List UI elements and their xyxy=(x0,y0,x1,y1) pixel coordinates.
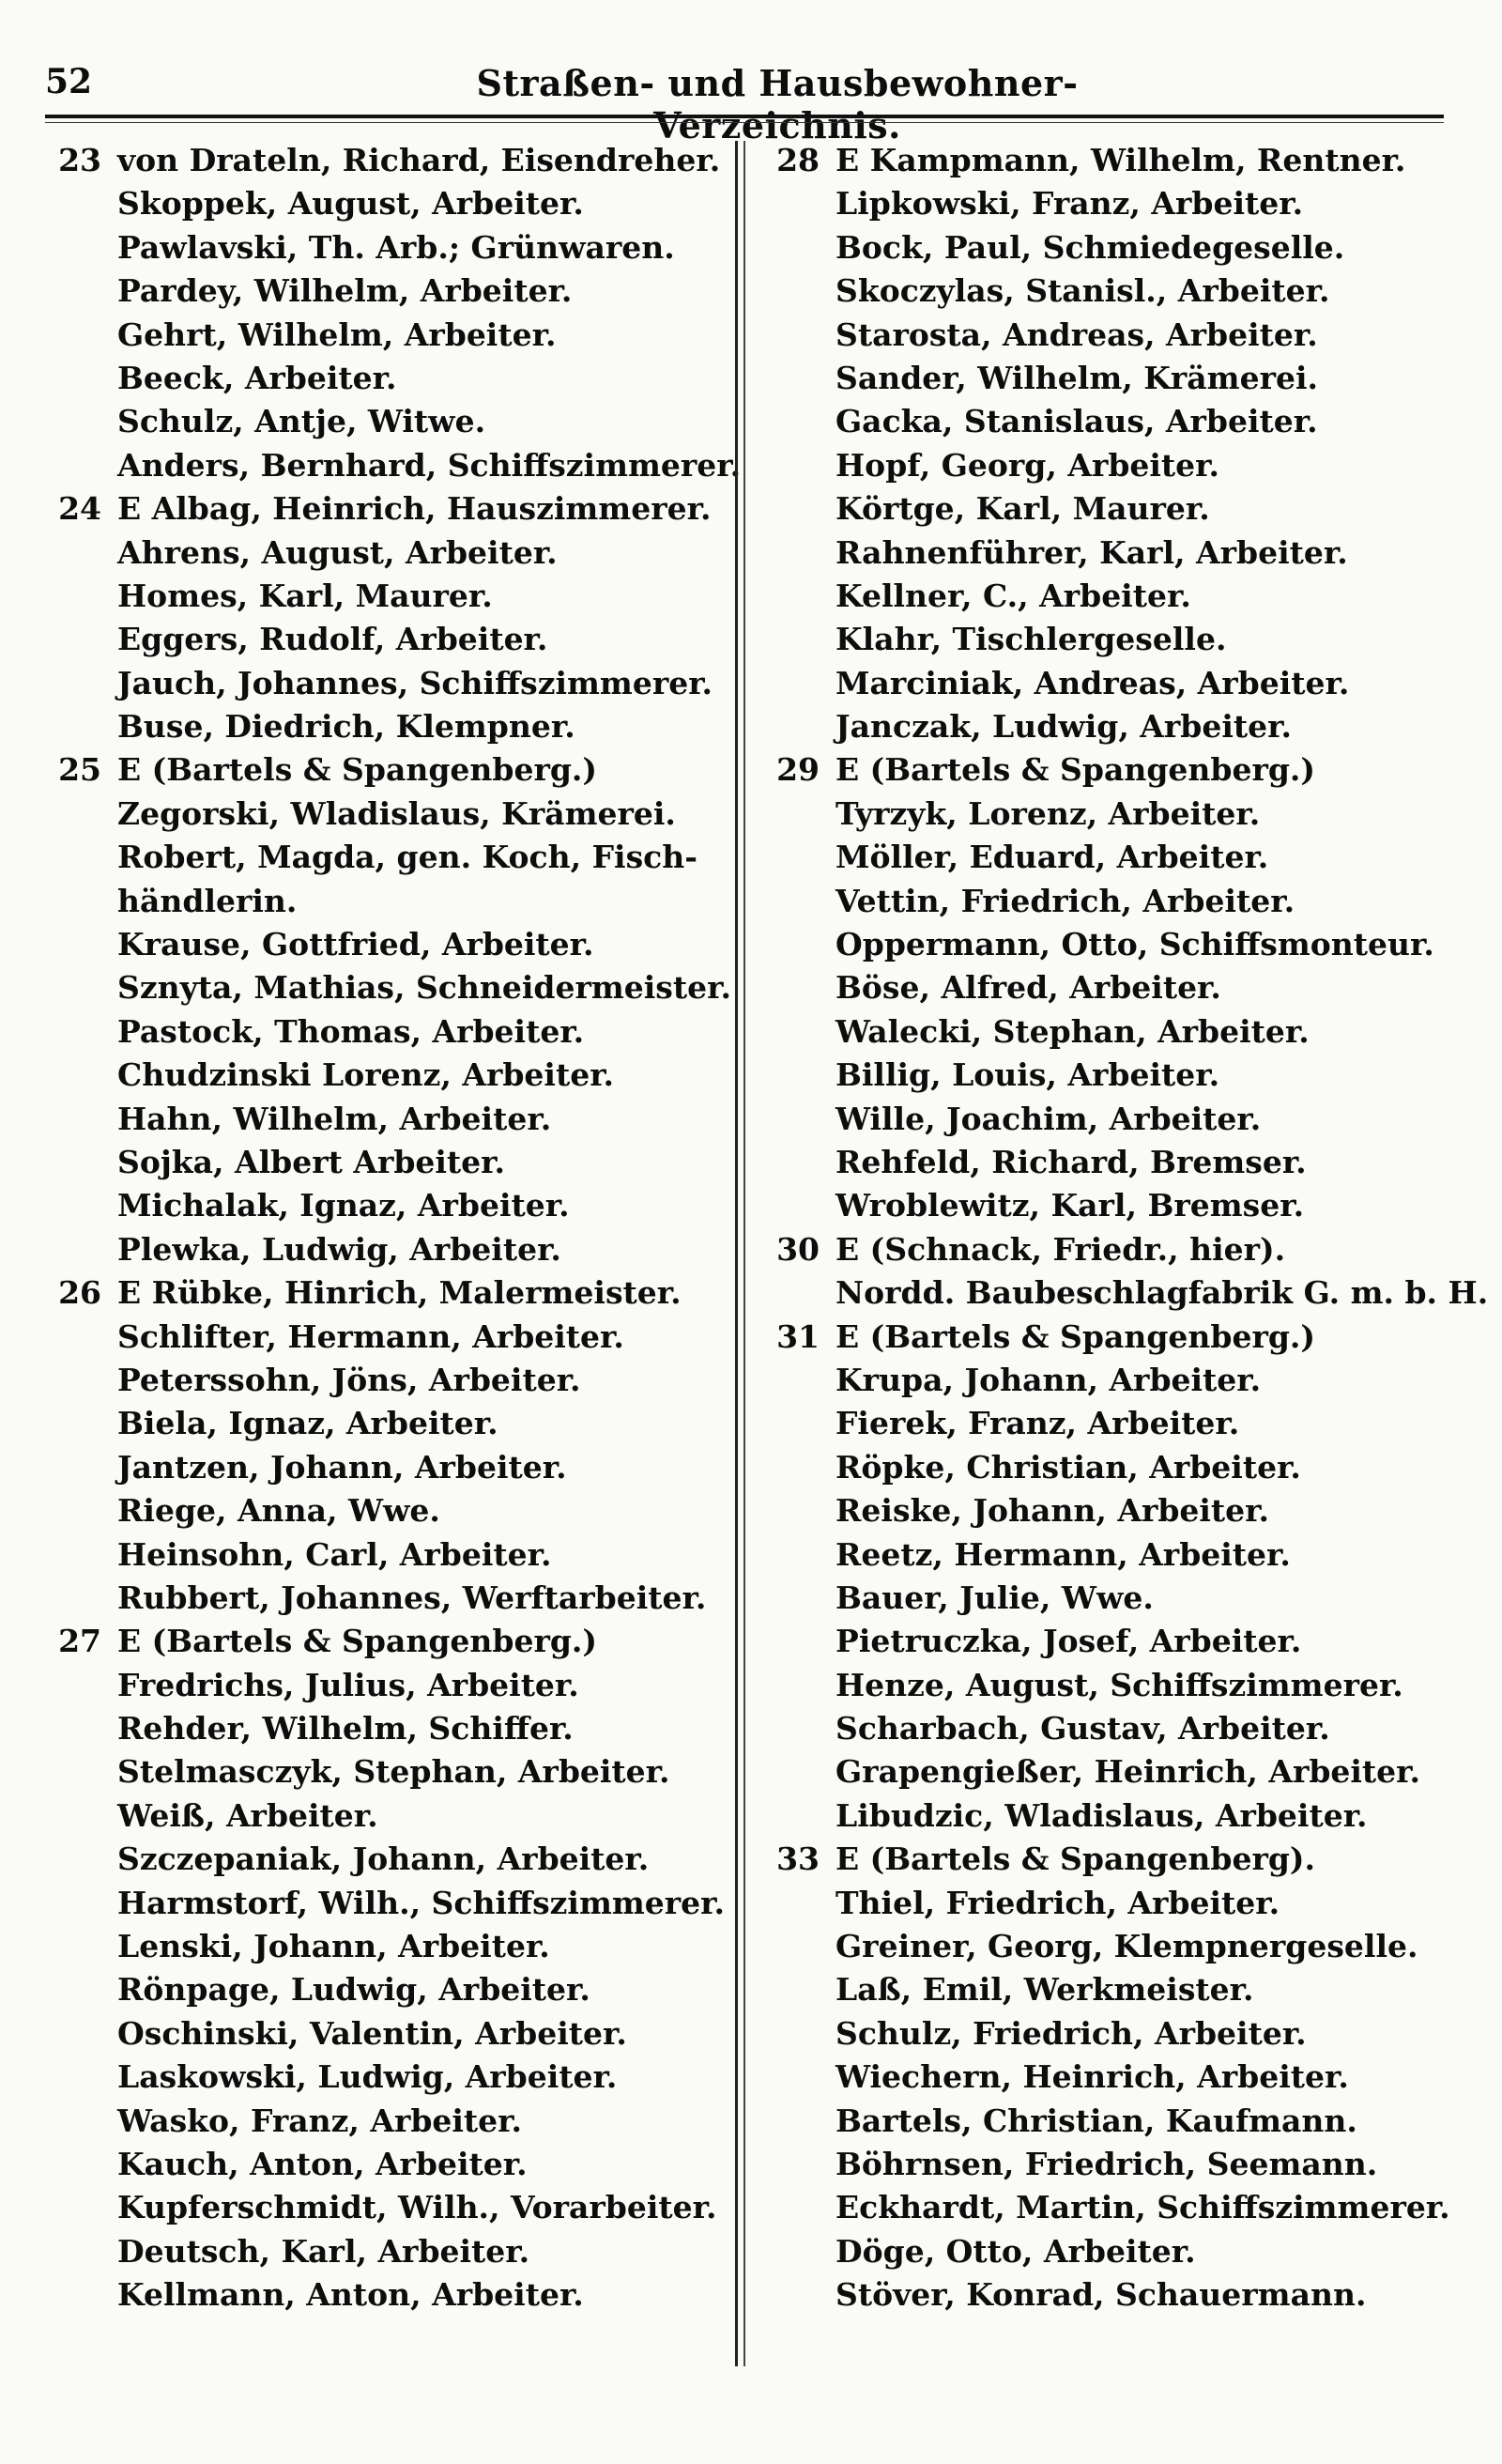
house-number: 29 xyxy=(776,751,820,789)
directory-entry xyxy=(765,1184,1460,1227)
directory-entry xyxy=(47,357,723,400)
directory-entry xyxy=(765,1489,1460,1532)
right-column xyxy=(765,139,1489,2318)
resident-text: Harmstorf, Wilh., Schiffszimmerer. xyxy=(117,1884,725,1921)
directory-entry xyxy=(765,226,1460,270)
resident-text: Wille, Joachim, Arbeiter. xyxy=(835,1100,1262,1137)
resident-text: Rubbert, Johannes, Werftarbeiter. xyxy=(117,1578,707,1616)
resident-text: Pietruczka, Josef, Arbeiter. xyxy=(835,1623,1302,1660)
resident-text: Robert, Magda, gen. Koch, Fisch- xyxy=(117,839,697,876)
resident-text: Vettin, Friedrich, Arbeiter. xyxy=(835,882,1295,919)
resident-text: Lipkowski, Franz, Arbeiter. xyxy=(835,185,1304,223)
house-number: 24 xyxy=(58,490,101,528)
directory-entry xyxy=(765,1577,1460,1620)
resident-text: Sander, Wilhelm, Krämerei. xyxy=(835,359,1318,396)
directory-entry xyxy=(47,182,723,225)
directory-entry xyxy=(47,880,723,923)
directory-entry xyxy=(765,1838,1460,1881)
resident-text: Thiel, Friedrich, Arbeiter. xyxy=(835,1884,1280,1921)
resident-text: Biela, Ignaz, Arbeiter. xyxy=(117,1405,498,1442)
resident-text: Krupa, Johann, Arbeiter. xyxy=(835,1361,1262,1398)
directory-entry xyxy=(47,1184,723,1227)
resident-text: Tyrzyk, Lorenz, Arbeiter. xyxy=(835,794,1261,832)
directory-entry xyxy=(47,1489,723,1532)
left-column xyxy=(47,139,742,2318)
directory-entry xyxy=(765,748,1460,792)
house-number: 31 xyxy=(776,1317,820,1355)
resident-text: Hahn, Wilhelm, Arbeiter. xyxy=(117,1100,552,1137)
directory-entry xyxy=(47,1794,723,1838)
resident-text: Wroblewitz, Karl, Bremser. xyxy=(835,1187,1305,1224)
directory-entry xyxy=(765,357,1460,400)
page-number: 52 xyxy=(45,62,93,101)
directory-entry xyxy=(47,793,723,836)
directory-entry xyxy=(765,966,1460,1009)
resident-text: Schulz, Friedrich, Arbeiter. xyxy=(835,2014,1307,2052)
resident-text: Ahrens, August, Arbeiter. xyxy=(117,533,558,571)
resident-text: Chudzinski Lorenz, Arbeiter. xyxy=(117,1056,615,1094)
directory-entry xyxy=(765,1620,1460,1663)
column-divider xyxy=(735,141,738,2366)
resident-text: Klahr, Tischlergeselle. xyxy=(835,621,1227,658)
resident-text: Rehfeld, Richard, Bremser. xyxy=(835,1143,1307,1180)
resident-text: Böse, Alfred, Arbeiter. xyxy=(835,969,1221,1007)
house-number: 27 xyxy=(58,1623,101,1660)
resident-text: E (Bartels & Spangenberg.) xyxy=(117,751,598,789)
resident-text: E Albag, Heinrich, Hauszimmerer. xyxy=(117,490,712,528)
directory-entry xyxy=(765,444,1460,487)
resident-text: Oschinski, Valentin, Arbeiter. xyxy=(117,2014,627,2052)
directory-entry xyxy=(47,1925,723,1968)
header-rule xyxy=(45,115,1444,118)
directory-entry xyxy=(47,139,723,182)
resident-text: Möller, Eduard, Arbeiter. xyxy=(835,839,1269,876)
directory-entry xyxy=(47,226,723,270)
directory-entry xyxy=(47,444,742,487)
directory-entry xyxy=(765,1968,1460,2011)
resident-text: E (Bartels & Spangenberg.) xyxy=(835,1317,1316,1355)
directory-entry xyxy=(47,2056,723,2099)
resident-text: Marciniak, Andreas, Arbeiter. xyxy=(835,664,1350,701)
directory-entry xyxy=(47,2273,723,2317)
resident-text: E Kampmann, Wilhelm, Rentner. xyxy=(835,142,1406,178)
resident-text: Schlifter, Hermann, Arbeiter. xyxy=(117,1317,624,1355)
resident-text: Skoppek, August, Arbeiter. xyxy=(117,185,584,223)
directory-entry xyxy=(765,2186,1460,2229)
directory-entry xyxy=(47,2230,723,2273)
resident-text: Sznyta, Mathias, Schneidermeister. xyxy=(117,969,731,1007)
directory-entry xyxy=(47,1271,723,1315)
directory-entry xyxy=(47,1838,723,1881)
directory-entry xyxy=(765,575,1460,618)
directory-entry xyxy=(765,1054,1460,1097)
resident-text: Böhrnsen, Friedrich, Seemann. xyxy=(835,2145,1378,2182)
resident-text: Lenski, Johann, Arbeiter. xyxy=(117,1928,550,1965)
directory-entry xyxy=(47,1968,723,2011)
directory-entry xyxy=(47,2143,723,2186)
resident-text: Reiske, Johann, Arbeiter. xyxy=(835,1492,1270,1530)
resident-text: Wasko, Franz, Arbeiter. xyxy=(117,2102,523,2139)
column-divider-thin xyxy=(743,141,745,2366)
directory-entry xyxy=(47,1054,723,1097)
directory-entry xyxy=(765,836,1460,879)
resident-text: Jantzen, Johann, Arbeiter. xyxy=(117,1448,567,1486)
resident-text: Bauer, Julie, Wwe. xyxy=(835,1578,1154,1616)
resident-text: Krause, Gottfried, Arbeiter. xyxy=(117,926,594,963)
directory-entry xyxy=(47,1533,723,1577)
resident-text: Bock, Paul, Schmiedegeselle. xyxy=(835,228,1345,266)
resident-text: Pardey, Wilhelm, Arbeiter. xyxy=(117,272,573,310)
directory-entry xyxy=(47,1750,723,1794)
directory-entry xyxy=(47,1664,723,1707)
resident-text: Billig, Louis, Arbeiter. xyxy=(835,1056,1220,1094)
directory-entry xyxy=(765,139,1460,182)
directory-entry xyxy=(47,1402,723,1445)
house-number: 28 xyxy=(776,142,820,178)
resident-text: Plewka, Ludwig, Arbeiter. xyxy=(117,1230,561,1268)
directory-entry xyxy=(47,531,723,575)
directory-entry xyxy=(47,2100,723,2143)
resident-text: Stöver, Konrad, Schauermann. xyxy=(835,2276,1367,2314)
directory-entry xyxy=(765,1271,1489,1315)
directory-entry xyxy=(765,1098,1460,1141)
resident-text: Beeck, Arbeiter. xyxy=(117,359,397,396)
directory-entry xyxy=(47,270,723,313)
resident-text: Rehder, Wilhelm, Schiffer. xyxy=(117,1710,574,1748)
resident-text: Anders, Bernhard, Schiffszimmerer. xyxy=(117,446,742,484)
directory-entry xyxy=(765,1882,1460,1925)
resident-text: Schulz, Antje, Witwe. xyxy=(117,403,486,440)
resident-text: Gehrt, Wilhelm, Arbeiter. xyxy=(117,316,557,353)
header-rule-thin xyxy=(45,122,1444,123)
resident-text: E Rübke, Hinrich, Malermeister. xyxy=(117,1274,682,1312)
directory-entry xyxy=(765,793,1460,836)
directory-entry xyxy=(765,1533,1460,1577)
directory-entry xyxy=(765,2012,1460,2056)
resident-text: Walecki, Stephan, Arbeiter. xyxy=(835,1012,1310,1050)
resident-text: Fredrichs, Julius, Arbeiter. xyxy=(117,1666,579,1703)
resident-text: Starosta, Andreas, Arbeiter. xyxy=(835,316,1318,353)
directory-entry xyxy=(47,314,723,357)
directory-entry xyxy=(47,705,723,748)
directory-entry xyxy=(765,270,1460,313)
resident-text: Michalak, Ignaz, Arbeiter. xyxy=(117,1187,570,1224)
directory-entry xyxy=(765,2273,1460,2317)
resident-text: Rönpage, Ludwig, Arbeiter. xyxy=(117,1971,590,2009)
resident-text: Heinsohn, Carl, Arbeiter. xyxy=(117,1535,552,1573)
directory-entry xyxy=(47,400,723,443)
house-number: 25 xyxy=(58,751,101,789)
resident-text: Eggers, Rudolf, Arbeiter. xyxy=(117,621,548,658)
directory-entry xyxy=(47,2186,723,2229)
directory-entry xyxy=(47,1359,723,1402)
resident-text: Reetz, Hermann, Arbeiter. xyxy=(835,1535,1291,1573)
directory-entry xyxy=(47,1098,723,1141)
directory-entry xyxy=(47,836,723,879)
directory-entry xyxy=(765,531,1460,575)
resident-text: Sojka, Albert Arbeiter. xyxy=(117,1143,506,1180)
directory-entry xyxy=(765,662,1460,705)
directory-entry xyxy=(765,2143,1460,2186)
resident-text: Laß, Emil, Werkmeister. xyxy=(835,1971,1254,2009)
resident-text: Nordd. Baubeschlagfabrik G. m. b. H. xyxy=(835,1274,1489,1312)
directory-entry xyxy=(47,923,723,966)
resident-text: Greiner, Georg, Klempnergeselle. xyxy=(835,1928,1418,1965)
resident-text: Bartels, Christian, Kaufmann. xyxy=(835,2102,1357,2139)
resident-text: Libudzic, Wladislaus, Arbeiter. xyxy=(835,1796,1368,1834)
directory-entry xyxy=(47,618,723,661)
resident-text: Stelmasczyk, Stephan, Arbeiter. xyxy=(117,1753,670,1791)
resident-text: Kauch, Anton, Arbeiter. xyxy=(117,2145,528,2182)
directory-entry xyxy=(47,1010,723,1054)
directory-entry xyxy=(765,1664,1460,1707)
resident-text: Kupferschmidt, Wilh., Vorarbeiter. xyxy=(117,2189,717,2226)
directory-entry xyxy=(765,1794,1460,1838)
directory-entry xyxy=(47,487,723,531)
running-title: Straßen- und Hausbewohner-Verzeichnis. xyxy=(476,62,1079,146)
page-header xyxy=(45,62,1444,146)
resident-text: Janczak, Ludwig, Arbeiter. xyxy=(835,708,1292,746)
resident-text: Rahnenführer, Karl, Arbeiter. xyxy=(835,533,1348,571)
directory-entry xyxy=(47,1228,723,1271)
directory-entry xyxy=(765,400,1460,443)
resident-text: Oppermann, Otto, Schiffsmonteur. xyxy=(835,926,1434,963)
resident-text: händlerin. xyxy=(117,882,298,919)
resident-text: Homes, Karl, Maurer. xyxy=(117,577,493,614)
directory-entry xyxy=(765,1141,1460,1184)
resident-text: Henze, August, Schiffszimmerer. xyxy=(835,1666,1403,1703)
resident-text: Körtge, Karl, Maurer. xyxy=(835,490,1210,528)
resident-text: Pawlavski, Th. Arb.; Grünwaren. xyxy=(117,228,675,266)
directory-entry xyxy=(47,575,723,618)
resident-text: von Drateln, Richard, Eisendreher. xyxy=(117,142,721,178)
directory-entry xyxy=(765,1402,1460,1445)
resident-text: Kellner, C., Arbeiter. xyxy=(835,577,1191,614)
resident-text: Döge, Otto, Arbeiter. xyxy=(835,2232,1196,2270)
resident-text: Zegorski, Wladislaus, Krämerei. xyxy=(117,794,676,832)
house-number: 26 xyxy=(58,1274,101,1312)
resident-text: Weiß, Arbeiter. xyxy=(117,1796,378,1834)
directory-entry xyxy=(765,2056,1460,2099)
resident-text: Laskowski, Ludwig, Arbeiter. xyxy=(117,2058,618,2096)
resident-text: Deutsch, Karl, Arbeiter. xyxy=(117,2232,530,2270)
directory-entry xyxy=(47,1446,723,1489)
resident-text: Pastock, Thomas, Arbeiter. xyxy=(117,1012,585,1050)
directory-entry xyxy=(765,487,1460,531)
house-number: 23 xyxy=(58,142,101,178)
directory-entry xyxy=(765,1316,1460,1359)
resident-text: E (Schnack, Friedr., hier). xyxy=(835,1230,1286,1268)
resident-text: Jauch, Johannes, Schiffszimmerer. xyxy=(117,664,713,701)
directory-entry xyxy=(765,2230,1460,2273)
resident-text: Hopf, Georg, Arbeiter. xyxy=(835,446,1220,484)
directory-entry xyxy=(765,923,1460,966)
resident-text: Fierek, Franz, Arbeiter. xyxy=(835,1405,1240,1442)
house-number: 33 xyxy=(776,1840,820,1878)
resident-text: Scharbach, Gustav, Arbeiter. xyxy=(835,1710,1330,1748)
directory-entry xyxy=(47,2012,723,2056)
directory-entry xyxy=(765,1228,1460,1271)
resident-text: E (Bartels & Spangenberg.) xyxy=(835,751,1316,789)
resident-text: E (Bartels & Spangenberg.) xyxy=(117,1623,598,1660)
house-number: 30 xyxy=(776,1230,820,1268)
directory-entry xyxy=(765,880,1460,923)
resident-text: Gacka, Stanislaus, Arbeiter. xyxy=(835,403,1318,440)
resident-text: Szczepaniak, Johann, Arbeiter. xyxy=(117,1840,650,1878)
directory-entry xyxy=(765,1707,1460,1750)
resident-text: Grapengießer, Heinrich, Arbeiter. xyxy=(835,1753,1421,1791)
resident-text: E (Bartels & Spangenberg). xyxy=(835,1840,1316,1878)
directory-entry xyxy=(765,182,1460,225)
directory-entry xyxy=(47,662,723,705)
resident-text: Kellmann, Anton, Arbeiter. xyxy=(117,2276,584,2314)
resident-text: Riege, Anna, Wwe. xyxy=(117,1492,440,1530)
directory-entry xyxy=(47,1577,723,1620)
directory-entry xyxy=(47,966,731,1009)
resident-text: Röpke, Christian, Arbeiter. xyxy=(835,1448,1301,1486)
resident-text: Skoczylas, Stanisl., Arbeiter. xyxy=(835,272,1330,310)
directory-entry xyxy=(765,1925,1460,1968)
directory-entry xyxy=(765,1359,1460,1402)
directory-entry xyxy=(765,1750,1460,1794)
directory-entry xyxy=(47,1707,723,1750)
directory-entry xyxy=(47,748,723,792)
resident-text: Wiechern, Heinrich, Arbeiter. xyxy=(835,2058,1349,2096)
directory-entry xyxy=(765,2100,1460,2143)
directory-entry xyxy=(765,1446,1460,1489)
resident-text: Buse, Diedrich, Klempner. xyxy=(117,708,575,746)
directory-entry xyxy=(47,1316,723,1359)
directory-entry xyxy=(765,314,1460,357)
resident-text: Peterssohn, Jöns, Arbeiter. xyxy=(117,1361,581,1398)
directory-entry xyxy=(47,1882,723,1925)
directory-entry xyxy=(765,618,1460,661)
directory-entry xyxy=(765,705,1460,748)
directory-entry xyxy=(47,1620,723,1663)
directory-entry xyxy=(765,1010,1460,1054)
directory-entry xyxy=(47,1141,723,1184)
resident-text: Eckhardt, Martin, Schiffszimmerer. xyxy=(835,2189,1450,2226)
